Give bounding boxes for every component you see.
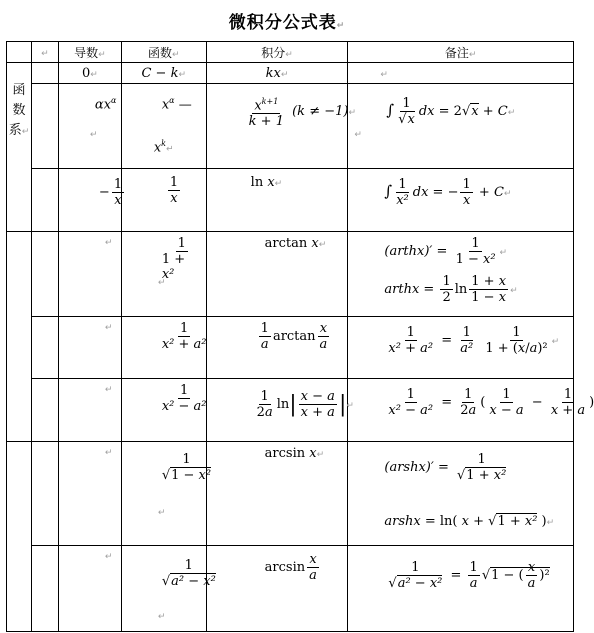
r5-note: $\frac{1}{\text{x² + a²}}$ = $\frac{1}{\text{a²}}$ $\frac{1}{\text{1 + (x/a)²}}$ ↵ — [348, 317, 574, 379]
r2-function: $x^\alpha$ — $x^k↵$ — [121, 84, 206, 169]
r5-integral: $\frac{1}{a}$ arctan $\frac{x}{a}$ — [206, 317, 348, 379]
header-integral: 积分↵ — [206, 42, 348, 63]
r3-function: $\frac{1}{x}$ — [121, 169, 206, 232]
header-row: ↵ 导数↵ 函数↵ 积分↵ 备注↵ — [7, 42, 574, 63]
r7-function: $\frac{1}{\text{√1 − x²}}$ ↵ — [121, 442, 206, 546]
r4-integral: arctan x↵ — [206, 232, 348, 317]
header-derivative: 导数↵ — [58, 42, 121, 63]
r7-note: (arshx)′ = $\frac{1}{\text{√1 + x²}}$ arshx = ln( x + √1 + x² )↵ — [348, 442, 574, 546]
r3-derivative: − $\frac{1}{x}$ — [58, 169, 121, 232]
r4-note: (arthx)′ = $\frac{1}{\text{1 − x²}}$ ↵ arthx = $\frac{1}{2}$ ln $\frac{1 + x}{1 - x}$ ↵ — [348, 232, 574, 317]
header-function: 函数↵ — [121, 42, 206, 63]
table-row — [7, 84, 574, 169]
r1-integral: kx↵ — [206, 63, 348, 84]
r1-derivative: 0↵ — [58, 63, 121, 84]
r8-function: $\frac{1}{\text{√a² − x²}}$ ↵ — [121, 546, 206, 632]
table-row: ↵ $\frac{1}{\text{√a² − x²}}$ ↵ arcsin $\frac{x}{a}$ $\frac{1}{\text{√a² − x²}}$ = $\frac{1}{a}$ √1 − ( $\frac{x}{a}$ )² — [7, 546, 574, 632]
table-row — [7, 169, 574, 232]
r2-derivative: $\alpha x^\alpha$ ↵ — [58, 84, 121, 169]
table-row: ↵ $\frac{1}{\text{√1 − x²}}$ ↵ arcsin x↵ (arshx)′ = $\frac{1}{\text{√1 + x²}}$ arshx = ln( x + √1 + x² )↵ — [7, 442, 574, 546]
formula-table — [6, 41, 594, 632]
r3-note: ∫ $\frac{1}{\text{x²}}$ dx = − $\frac{1}{x}$ + C↵ — [348, 169, 574, 232]
r8-integral: arcsin $\frac{x}{a}$ — [206, 546, 348, 632]
table-row: ↵ $\frac{1}{\text{1 + x²}}$ ↵ arctan x↵ (arthx)′ = $\frac{1}{\text{1 − x²}}$ ↵ arthx = $\frac{1}{2}$ ln $\frac{1 + x}{1 - x}$ ↵ — [7, 232, 574, 317]
header-note: 备注↵ — [348, 42, 574, 63]
r6-function: $\frac{1}{\text{x² − a²}}$ — [121, 379, 206, 442]
r5-function: $\frac{1}{\text{x² + a²}}$ — [121, 317, 206, 379]
r6-note: $\frac{1}{\text{x² − a²}}$ = $\frac{1}{2a}$ ( $\frac{1}{x - a}$ − $\frac{1}{x + a}$ ) — [348, 379, 574, 442]
r3-integral: ln x↵ — [206, 169, 348, 232]
r2-note: ∫ $\frac{1}{√x}$ dx = 2√x + C↵ ↵ — [348, 84, 574, 169]
r4-function: $\frac{1}{\text{1 + x²}}$ ↵ — [121, 232, 206, 317]
table-row: ↵ $\frac{1}{\text{x² − a²}}$ $\frac{1}{2a}$ ln| $\frac{x - a}{x + a}$ |↵ $\frac{1}{\text{x² − a²}}$ = $\frac{1}{2a}$ ( $\frac{1}{x - a}$ − $\frac{1}{x + a}$ ) — [7, 379, 574, 442]
table-row: ↵ $\frac{1}{\text{x² + a²}}$ $\frac{1}{a}$ arctan $\frac{x}{a}$ $\frac{1}{\text{x² + a²}}$ = $\frac{1}{\text{a²}}$ $\frac{1}{\text{1 + (x/a)²}}$ ↵ — [7, 317, 574, 379]
page-title: 微积分公式表↵ — [228, 13, 346, 33]
r6-integral: $\frac{1}{2a}$ ln| $\frac{x - a}{x + a}$ |↵ — [206, 379, 348, 442]
r8-note: $\frac{1}{\text{√a² − x²}}$ = $\frac{1}{a}$ √1 − ( $\frac{x}{a}$ )² — [348, 546, 574, 632]
group-label-cell: 函 数 系↵ — [7, 63, 32, 232]
r7-integral: arcsin x↵ — [206, 442, 348, 546]
r2-integral: $\frac{x^{k+1}}{k + 1}$ (k ≠ −1)↵ — [206, 84, 348, 169]
r1-function: C − k↵ — [121, 63, 206, 84]
table-row: 函 数 系↵ 0↵ C − k↵ kx↵ ↵ — [7, 63, 574, 84]
